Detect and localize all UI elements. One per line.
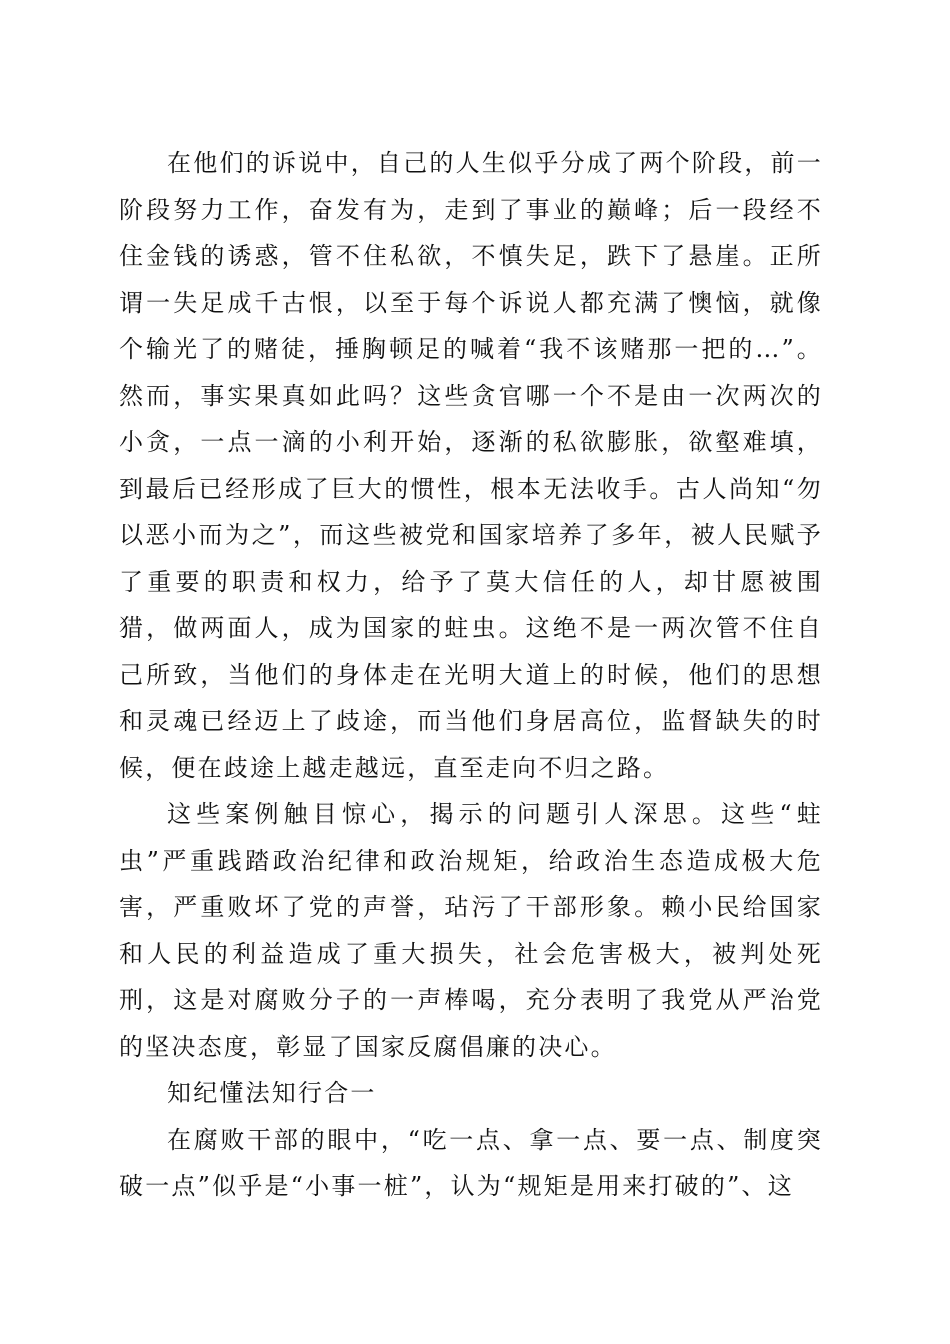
paragraph-discipline-law: 在腐败干部的眼中，“吃一点、拿一点、要一点、制度突破一点”似乎是“小事一桩”，认为“规矩是用来打破的”、这 [119,1125,823,1200]
paragraph-corruption-narrative: 在他们的诉说中，自己的人生似乎分成了两个阶段，前一阶段努力工作，奋发有为，走到了事业的巅峰；后一段经不住金钱的诱惑，管不住私欲，不慎失足，跌下了悬崖。正所谓一失足成千古恨，以至于每个诉说人都充满了懊恼，就像个输光了的赌徒，捶胸顿足的喊着“我不该赌那一把的…”。然而，事实果真如此吗？这些贪官哪一个不是由一次两次的小贪，一点一滴的小利开始，逐渐的私欲膨胀，欲壑难填，到最后已经形成了巨大的惯性，根本无法收手。古人尚知“勿以恶小而为之”，而这些被党和国家培养了多年，被人民赋予了重要的职责和权力，给予了莫大信任的人，却甘愿被围猎，做两面人，成为国家的蛀虫。这绝不是一两次管不住自己所致，当他们的身体走在光明大道上的时候，他们的思想和灵魂已经迈上了歧途，而当他们身居高位，监督缺失的时候，便在歧途上越走越远，直至走向不归之路。 [119,149,823,782]
document-body [119,140,823,1210]
paragraph-case-reflection: 这些案例触目惊心，揭示的问题引人深思。这些“蛀虫”严重践踏政治纪律和政治规矩，给政治生态造成极大危害，严重败坏了党的声誉，玷污了干部形象。赖小民给国家和人民的利益造成了重大损失，社会危害极大，被判处死刑，这是对腐败分子的一声棒喝，充分表明了我党从严治党的坚决态度，彰显了国家反腐倡廉的决心。 [119,800,823,1061]
section-heading: 知纪懂法知行合一 [167,1079,377,1107]
